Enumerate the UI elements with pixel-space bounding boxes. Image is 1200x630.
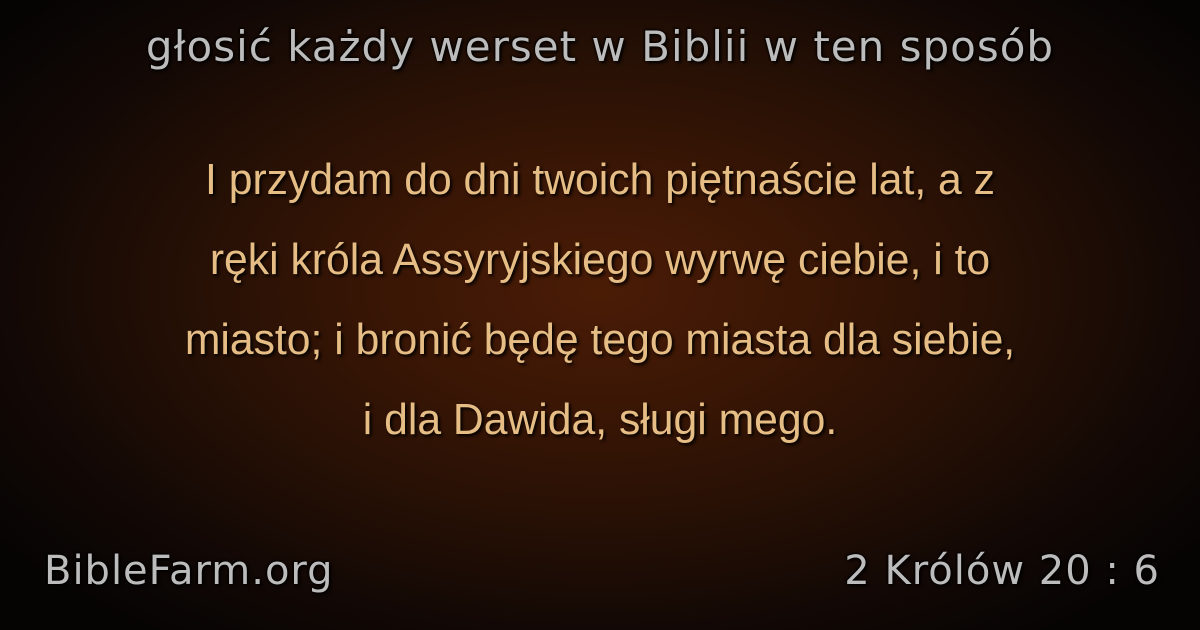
verse-reference: 2 Królów 20 : 6: [844, 548, 1160, 594]
verse-line: I przydam do dni twoich piętnaście lat, a z: [204, 155, 995, 204]
verse-line: i dla Dawida, sługi mego.: [362, 395, 838, 444]
verse-line: ręki króla Assyryjskiego wyrwę ciebie, i to: [209, 235, 991, 284]
site-name: BibleFarm.org: [44, 548, 334, 594]
tagline: głosić każdy werset w Biblii w ten sposób: [145, 22, 1055, 71]
verse-text: [57, 140, 1143, 460]
verse-line: miasto; i bronić będę tego miasta dla siebie,: [184, 315, 1016, 364]
